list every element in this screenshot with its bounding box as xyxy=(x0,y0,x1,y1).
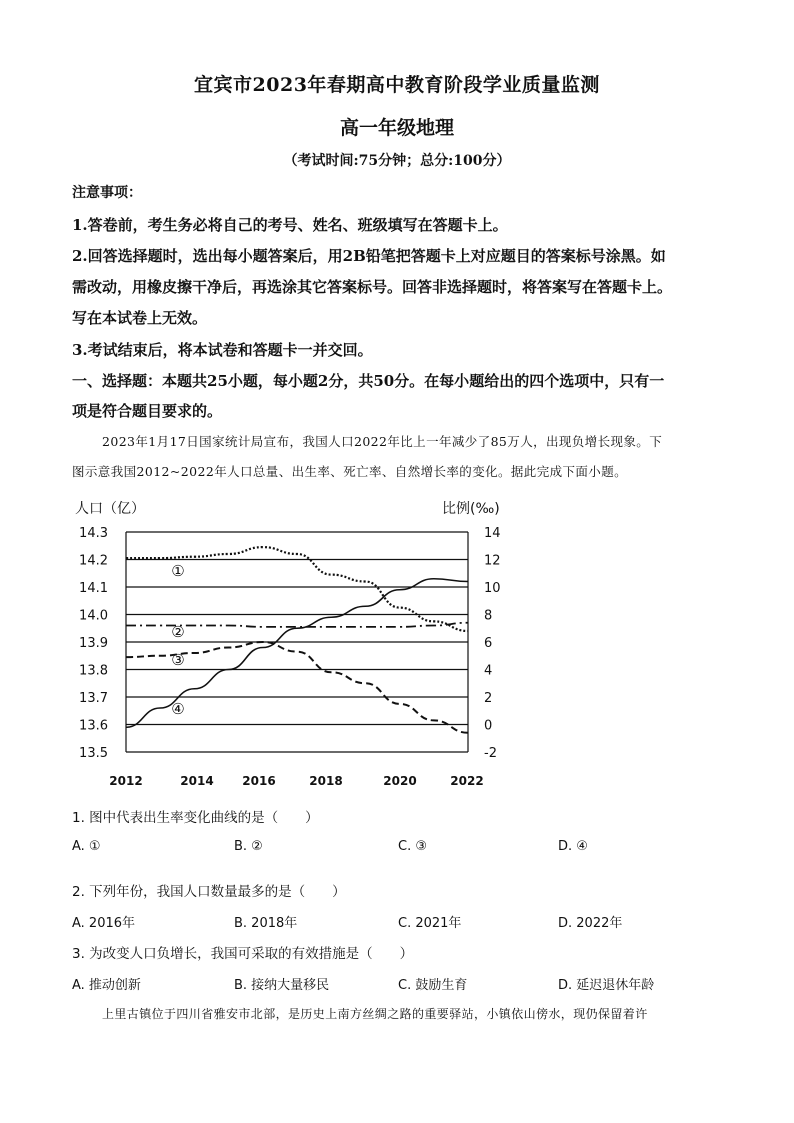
section-heading-line-1: 一、选择题：本题共25小题，每小题2分，共50分。在每小题给出的四个选项中，只有一 xyxy=(72,372,665,390)
x-tick-label: 2014 xyxy=(180,774,214,788)
right-tick-label: 4 xyxy=(484,663,493,679)
question-1-option-b[interactable]: B. ② xyxy=(234,839,263,854)
question-3-option-a[interactable]: A. 推动创新 xyxy=(72,978,141,993)
notes-line-4: 写在本试卷上无效。 xyxy=(72,309,208,327)
right-axis-label: 比例(‰) xyxy=(442,501,500,517)
passage-line-1: 2023年1月17日国家统计局宣布，我国人口2022年比上一年减少了85万人，出现负增长现象。下 xyxy=(102,434,663,449)
left-tick-label: 14.1 xyxy=(79,581,108,596)
exam-title: 宜宾市2023年春期高中教育阶段学业质量监测 xyxy=(194,74,600,96)
x-tick-label: 2018 xyxy=(309,774,343,788)
passage-2-line-1: 上里古镇位于四川省雅安市北部，是历史上南方丝绸之路的重要驿站，小镇依山傍水，现仍保留着许 xyxy=(102,1007,648,1021)
series-label-1: ① xyxy=(171,562,185,580)
right-tick-label: 8 xyxy=(484,608,493,624)
question-2-option-b[interactable]: B. 2018年 xyxy=(234,916,298,931)
question-1-option-d[interactable]: D. ④ xyxy=(558,839,588,854)
right-tick-label: 6 xyxy=(484,636,493,651)
question-3-option-d[interactable]: D. 延迟退休年龄 xyxy=(558,978,655,993)
left-tick-label: 13.7 xyxy=(79,691,108,706)
right-tick-label: 0 xyxy=(484,718,493,734)
left-axis-label: 人口（亿） xyxy=(75,501,145,517)
notes-line-3: 需改动，用橡皮擦干净后，再选涂其它答案标号。回答非选择题时，将答案写在答题卡上。 xyxy=(72,278,673,296)
left-tick-label: 14.2 xyxy=(79,553,108,569)
notes-line-1: 1.答卷前，考生务必将自己的考号、姓名、班级填写在答题卡上。 xyxy=(72,216,508,234)
passage-line-2: 图示意我国2012~2022年人口总量、出生率、死亡率、自然增长率的变化。据此完成下面小题。 xyxy=(72,464,627,479)
question-2-option-d[interactable]: D. 2022年 xyxy=(558,916,623,931)
series-label-2: ② xyxy=(171,623,185,641)
x-tick-label: 2022 xyxy=(450,774,484,788)
section-heading-line-2: 项是符合题目要求的。 xyxy=(72,402,223,420)
right-tick-label: 14 xyxy=(484,526,501,541)
left-tick-label: 13.8 xyxy=(79,663,108,679)
left-tick-label: 13.6 xyxy=(79,718,108,734)
notes-heading: 注意事项： xyxy=(72,185,142,201)
question-2-stem: 2. 下列年份，我国人口数量最多的是（ ） xyxy=(72,884,346,900)
x-tick-label: 2020 xyxy=(383,774,417,788)
notes-line-2: 2.回答选择题时，选出每小题答案后，用2B铅笔把答题卡上对应题目的答案标号涂黑。如 xyxy=(72,247,666,265)
question-2-option-c[interactable]: C. 2021年 xyxy=(398,916,462,931)
x-tick-label: 2016 xyxy=(242,774,276,788)
series-label-4: ④ xyxy=(171,700,185,718)
question-2-option-a[interactable]: A. 2016年 xyxy=(72,916,136,931)
question-1-stem: 1. 图中代表出生率变化曲线的是（ ） xyxy=(72,810,319,826)
question-3-stem: 3. 为改变人口负增长，我国可采取的有效措施是（ ） xyxy=(72,946,414,962)
left-tick-label: 13.9 xyxy=(79,636,108,651)
left-tick-label: 14.3 xyxy=(79,526,108,541)
right-tick-label: 10 xyxy=(484,581,501,596)
series-label-3: ③ xyxy=(171,651,185,669)
left-tick-label: 14.0 xyxy=(79,608,108,624)
notes-line-5: 3.考试结束后，将本试卷和答题卡一并交回。 xyxy=(72,341,373,359)
question-1-option-c[interactable]: C. ③ xyxy=(398,839,427,854)
left-tick-label: 13.5 xyxy=(79,746,108,761)
question-3-option-b[interactable]: B. 接纳大量移民 xyxy=(234,978,330,993)
x-tick-label: 2012 xyxy=(109,774,143,788)
question-3-option-c[interactable]: C. 鼓励生育 xyxy=(398,978,468,993)
exam-subtitle: 高一年级地理 xyxy=(339,117,454,139)
right-tick-label: 12 xyxy=(484,553,501,569)
exam-time-info: （考试时间:75分钟；总分:100分） xyxy=(283,153,511,169)
right-tick-label: -2 xyxy=(484,746,497,761)
question-1-option-a[interactable]: A. ① xyxy=(72,839,101,854)
right-tick-label: 2 xyxy=(484,691,493,706)
chart-group xyxy=(75,501,501,788)
